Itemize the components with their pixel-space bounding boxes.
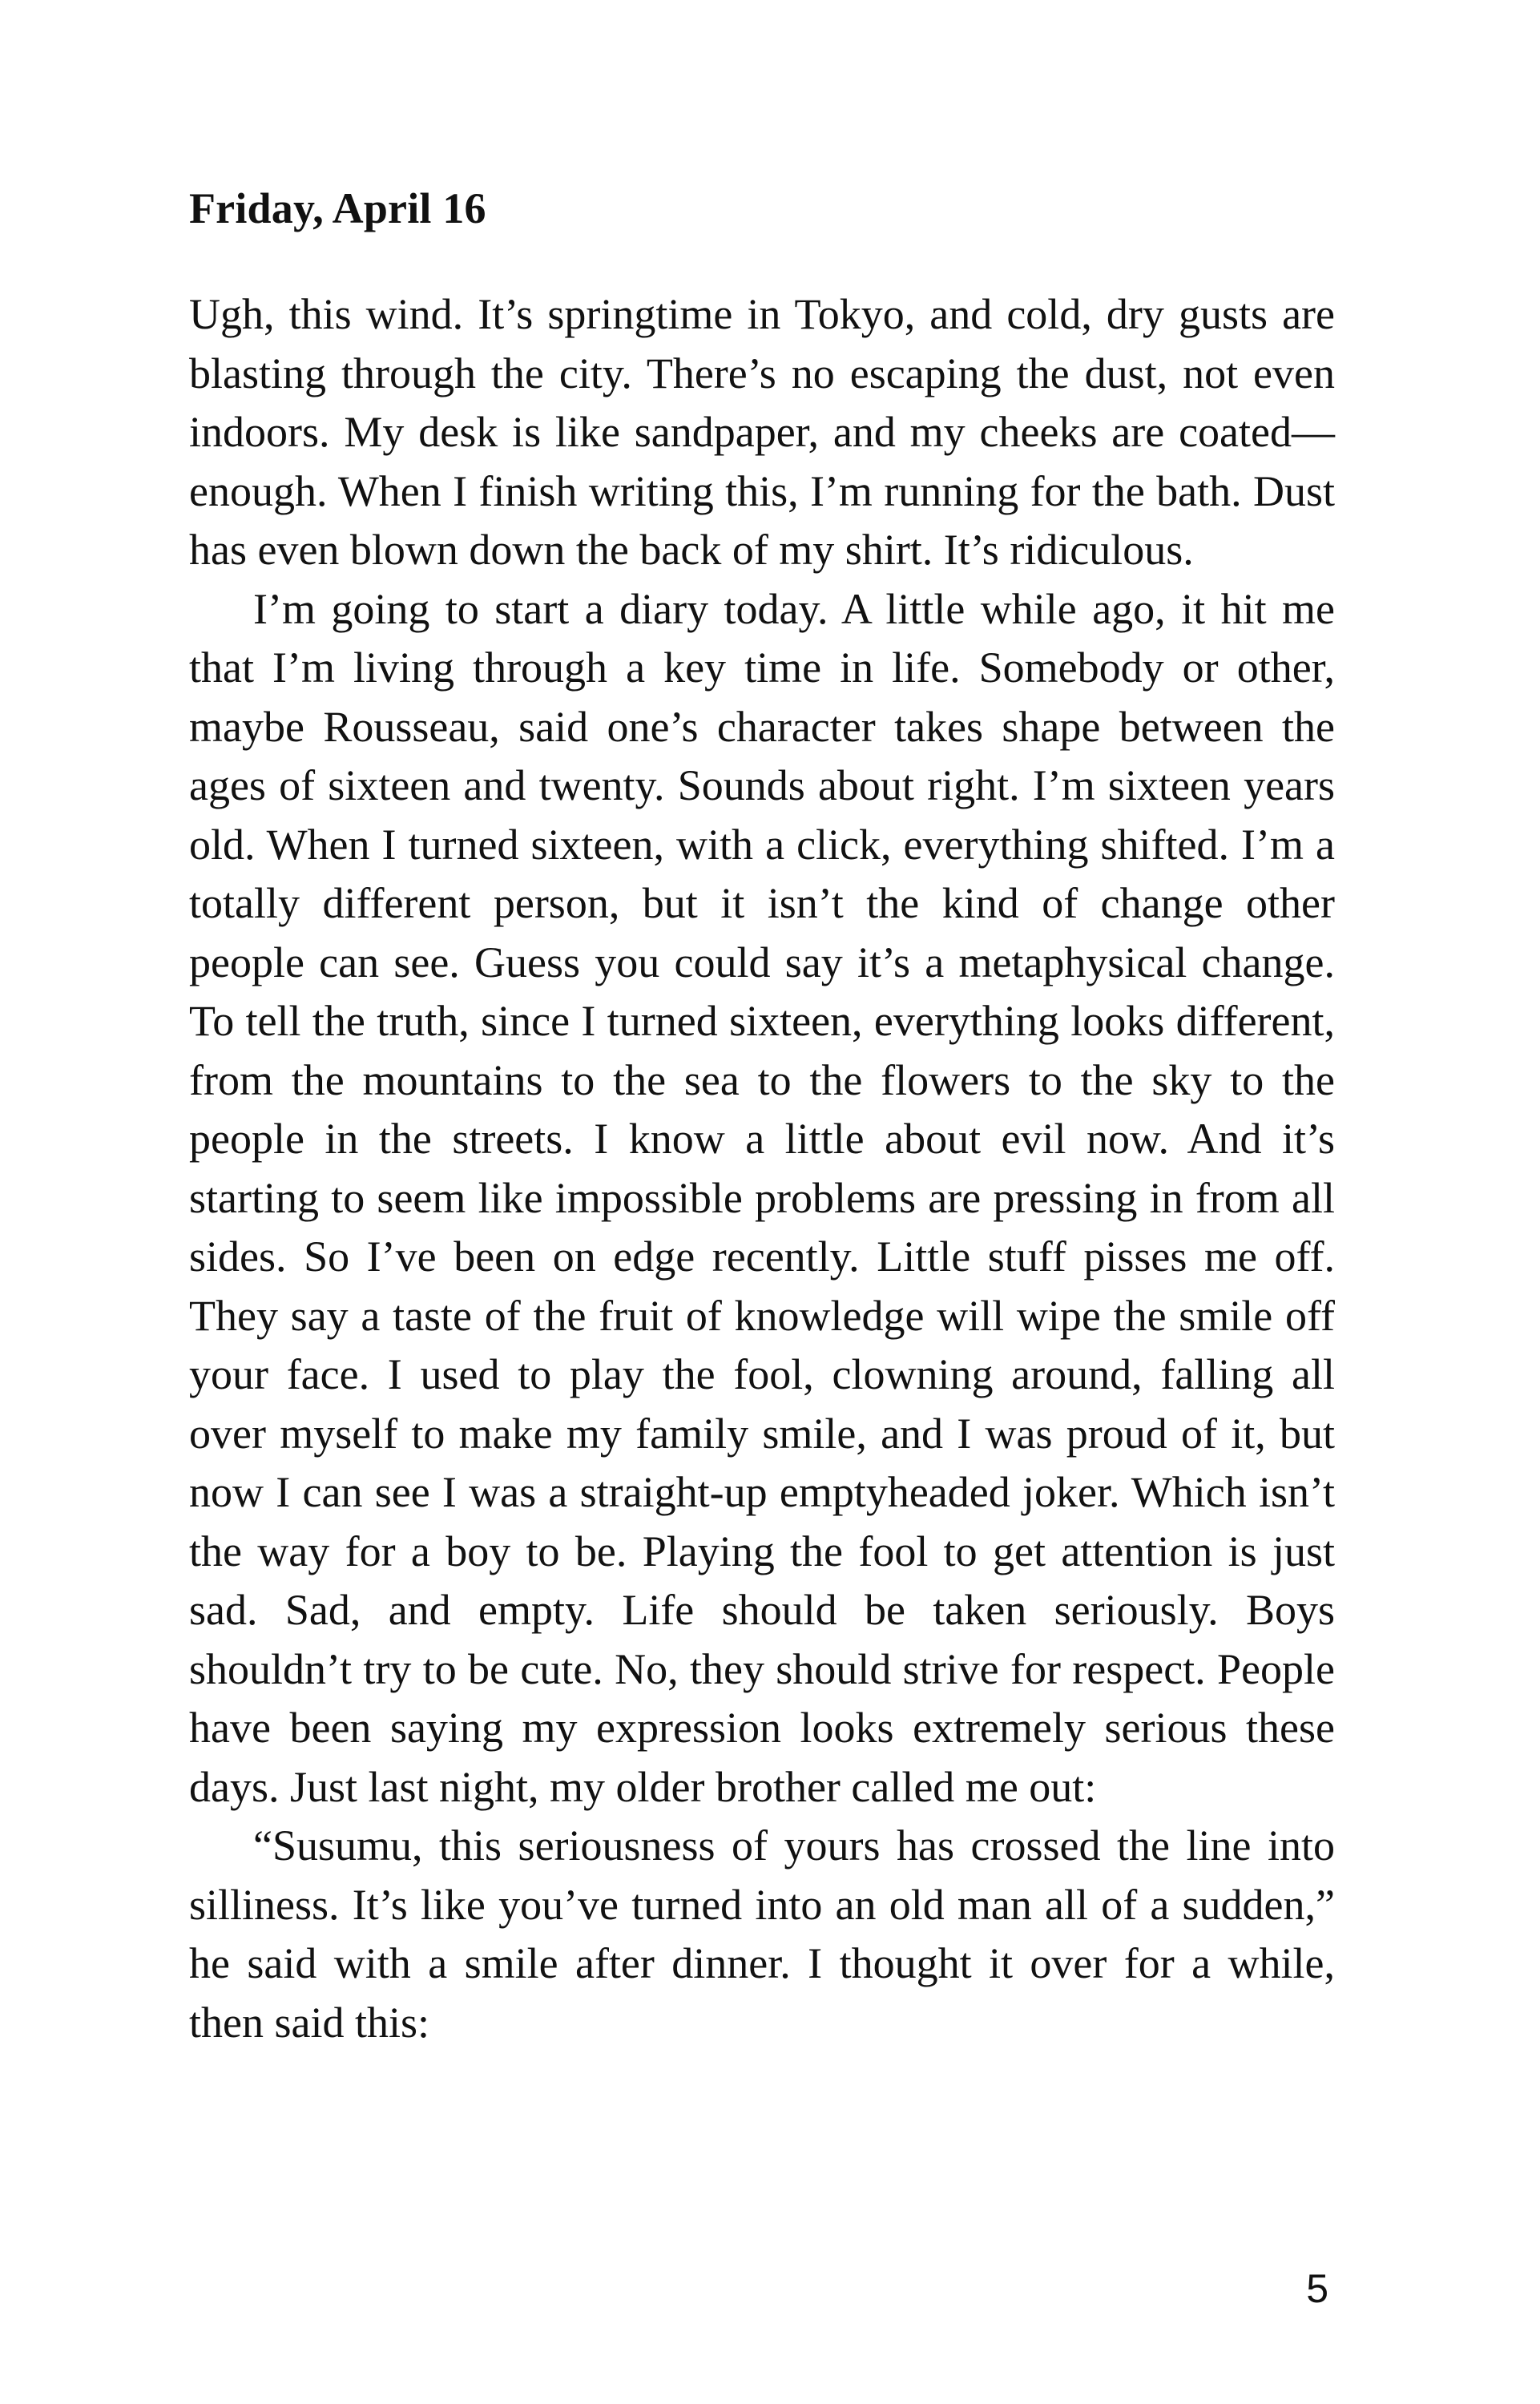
paragraph-wind: Ugh, this wind. It’s springtime in Tokyo, and cold, dry gusts are blasting through the city. There’s no escaping the dust, not even indoors. My desk is like sandpaper, and my cheeks are coated—enough. When I finish writing this, I’m running for the bath. Dust has even blown down the back of my shirt. It’s ridiculous. bbox=[189, 290, 1335, 574]
page-number: 5 bbox=[1306, 2266, 1328, 2311]
paragraph-diary-start: I’m going to start a diary today. A little while ago, it hit me that I’m living through a key time in life. Somebody or other, maybe Rousseau, said one’s character takes shape between the ages of sixteen and twenty. Sounds about right. I’m sixteen years old. When I turned sixteen, with a click, everything shifted. I’m a totally different person, but it isn’t the kind of change other people can see. Guess you could say it’s a metaphysical change. To tell the truth, since I turned sixteen, everything looks different, from the mountains to the sea to the flowers to the sky to the people in the streets. I know a little about evil now. And it’s starting to seem like impossible problems are pressing in from all sides. So I’ve been on edge recently. Little stuff pisses me off. They say a taste of the fruit of knowledge will wipe the smile off your face. I used to play the fool, clowning around, falling all over myself to make my family smile, and I was proud of it, but now I can see I was a straight-up emptyheaded joker. Which isn’t the way for a boy to be. Playing the fool to get attention is just sad. Sad, and empty. Life should be taken seriously. Boys shouldn’t try to be cute. No, they should strive for respect. People have been saying my expression looks extremely serious these days. Just last night, my older brother called me out: bbox=[189, 584, 1335, 1811]
entry-date-heading: Friday, April 16 bbox=[189, 184, 486, 232]
paragraph-brother-quote: “Susumu, this seriousness of yours has crossed the line into silliness. It’s like you’ve turned into an old man all of a sudden,” he said with a smile after dinner. I thought it over for a while, then said this: bbox=[189, 1821, 1335, 2047]
diary-entry bbox=[189, 179, 1335, 2052]
